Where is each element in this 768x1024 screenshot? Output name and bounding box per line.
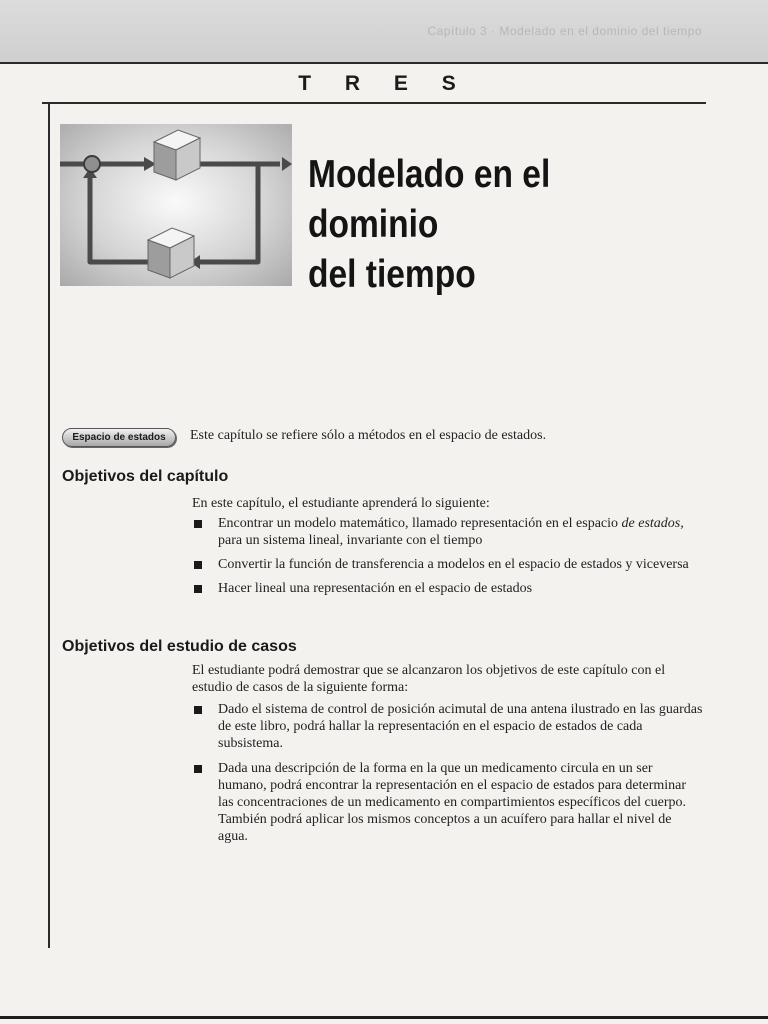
list-item xyxy=(192,515,704,549)
chapter-title xyxy=(308,150,669,300)
state-space-note: Este capítulo se refiere sólo a métodos en el espacio de estados. xyxy=(190,428,547,443)
chapter-title-line-1: Modelado en el dominio xyxy=(308,153,551,246)
block-diagram-icon xyxy=(60,124,292,286)
list-item-text-continued: para un sistema lineal, invariante con el tiempo xyxy=(218,533,483,548)
chapter-number-label: T R E S xyxy=(298,72,470,95)
bottom-edge-rule xyxy=(0,1016,768,1019)
bullet-square-icon xyxy=(194,765,202,773)
list-item-text: Hacer lineal una representación en el espacio de estados xyxy=(218,581,533,596)
case-studies-list xyxy=(192,701,704,845)
margin-rule xyxy=(48,103,50,948)
chapter-objectives-intro: En este capítulo, el estudiante aprenderá lo siguiente: xyxy=(192,496,490,511)
list-item-text: Dada una descripción de la forma en la que un medicamento circula en un ser humano, podrá encontrar la representación en el espacio de estados para determinar las concentraciones de un medicamento en compartimientos específicos del cuerpo. También podrá aplicar los mismos conceptos a un acuífero para hallar el nivel de agua. xyxy=(218,761,687,844)
chapter-objectives-list xyxy=(192,515,704,597)
list-item-emphasis: de estados, xyxy=(621,516,684,531)
list-item xyxy=(192,701,704,752)
list-item xyxy=(192,760,704,845)
top-band xyxy=(0,0,768,64)
bullet-square-icon xyxy=(194,520,202,528)
state-space-badge: Espacio de estados xyxy=(62,428,176,447)
bullet-square-icon xyxy=(194,585,202,593)
list-item-text: Dado el sistema de control de posición acimutal de una antena ilustrado en las guardas de este libro, podrá hallar la representación en el espacio de estados de cada subsistema. xyxy=(218,702,703,751)
case-studies-intro: El estudiante podrá demostrar que se alcanzaron los objetivos de este capítulo con el estudio de casos de la siguiente forma: xyxy=(192,663,666,695)
list-item xyxy=(192,556,704,573)
list-item-text: Convertir la función de transferencia a modelos en el espacio de estados y viceversa xyxy=(218,557,689,572)
list-item xyxy=(192,580,704,597)
running-header-faded: Capítulo 3 · Modelado en el dominio del tiempo xyxy=(427,24,702,38)
header-rule xyxy=(42,102,706,104)
chapter-figure-block-diagram xyxy=(60,124,292,286)
bullet-square-icon xyxy=(194,561,202,569)
chapter-title-line-2: del tiempo xyxy=(308,253,476,296)
list-item-text: Encontrar un modelo matemático, llamado representación en el espacio xyxy=(218,516,622,531)
bullet-square-icon xyxy=(194,706,202,714)
chapter-objectives-heading: Objetivos del capítulo xyxy=(62,468,229,485)
case-studies-heading: Objetivos del estudio de casos xyxy=(62,638,297,655)
